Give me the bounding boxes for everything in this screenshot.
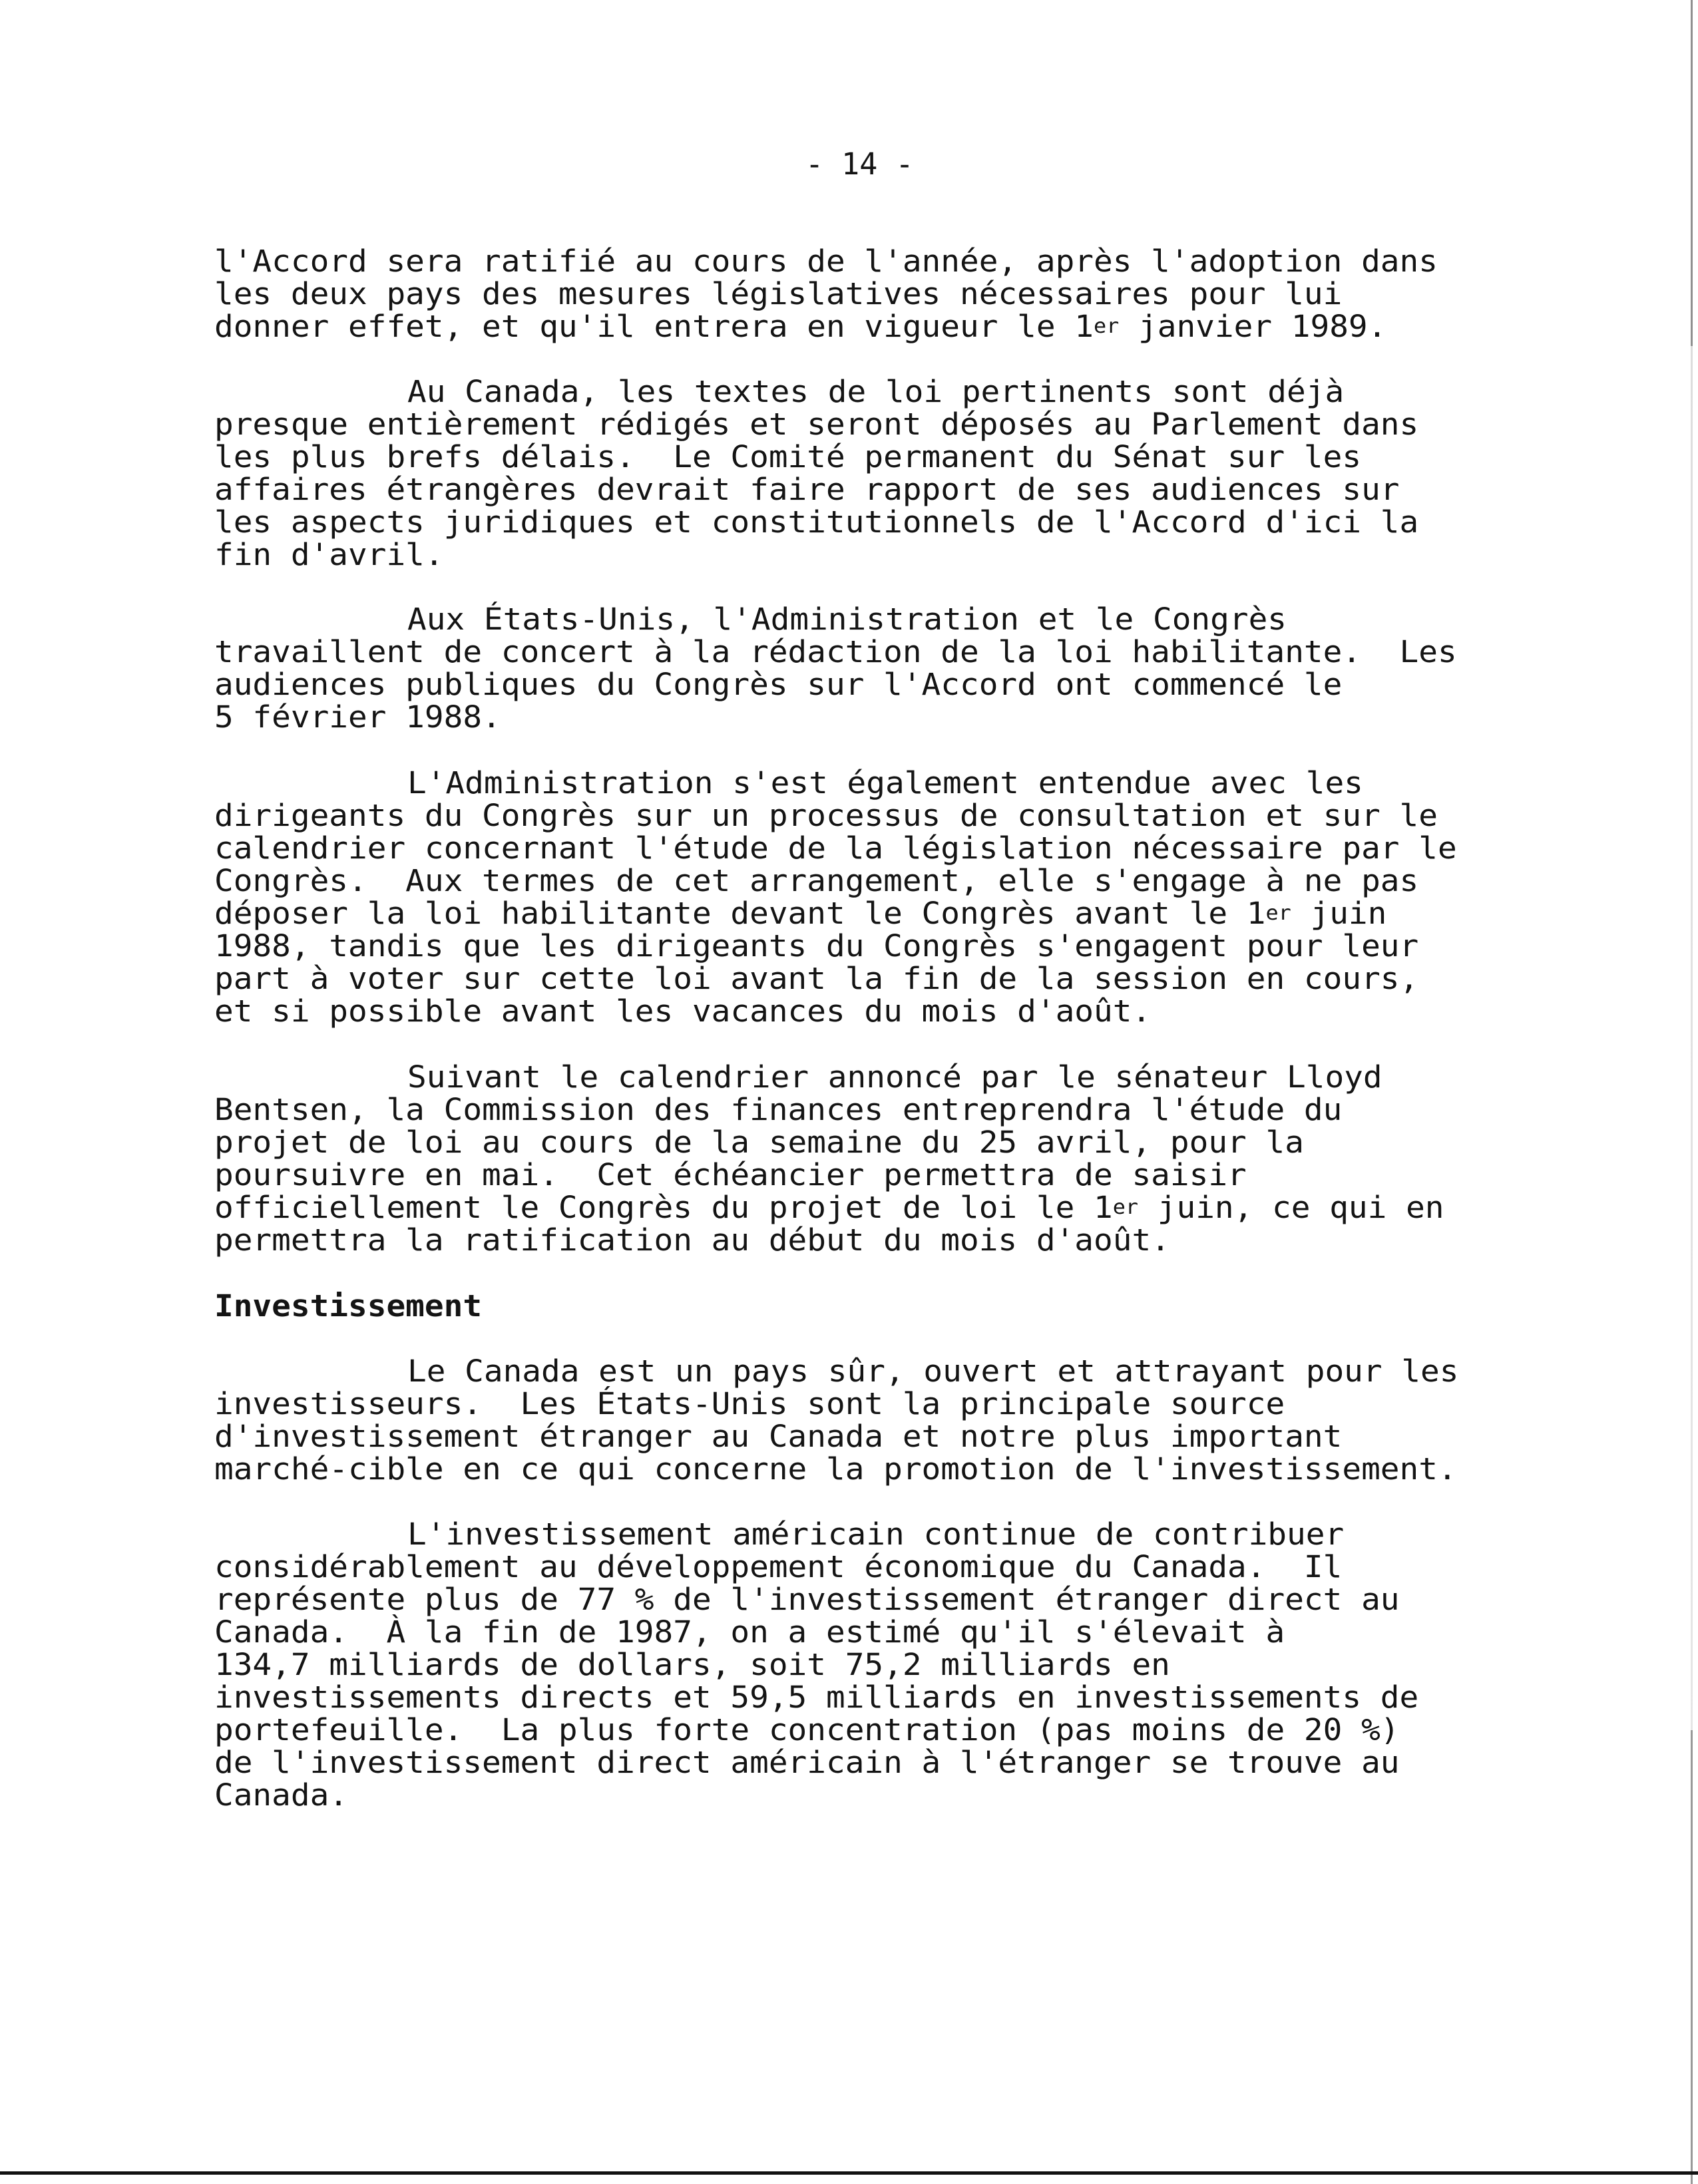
text-line: investisseurs. Les États-Unis sont la principale source xyxy=(214,1386,1285,1421)
text-line: Canada. xyxy=(214,1777,349,1813)
text-line: presque entièrement rédigés et seront déposés au Parlement dans xyxy=(214,407,1419,442)
text-line: L'Administration s'est également entendue avec les xyxy=(407,765,1363,801)
text-line: projet de loi au cours de la semaine du 25 avril, pour la xyxy=(214,1125,1304,1160)
text-line: Le Canada est un pays sûr, ouvert et attrayant pour les xyxy=(407,1354,1459,1389)
text-line xyxy=(214,897,1386,930)
text-line: poursuivre en mai. Cet échéancier permettra de saisir xyxy=(214,1157,1247,1192)
text-line xyxy=(214,1191,1444,1224)
section-heading: Investissement xyxy=(214,1288,483,1324)
text-fragment: déposer la loi habilitante devant le Congrès avant le 1 xyxy=(214,896,1266,931)
text-fragment: juin xyxy=(1291,896,1387,931)
text-line: l'Accord sera ratifié au cours de l'année, après l'adoption dans xyxy=(214,244,1438,279)
text-line: les aspects juridiques et constitutionnels de l'Accord d'ici la xyxy=(214,504,1419,540)
scan-edge-right xyxy=(1691,0,1693,2184)
text-line: et si possible avant les vacances du mois d'août. xyxy=(214,994,1152,1029)
text-line: permettra la ratification au début du mois d'août. xyxy=(214,1222,1170,1258)
text-line: les plus brefs délais. Le Comité permanent du Sénat sur les xyxy=(214,439,1362,474)
text-line: fin d'avril. xyxy=(214,537,444,572)
text-line: représente plus de 77 % de l'investissement étranger direct au xyxy=(214,1582,1400,1617)
text-line: portefeuille. La plus forte concentration (pas moins de 20 %) xyxy=(214,1712,1400,1747)
text-line: considérablement au développement économique du Canada. Il xyxy=(214,1549,1343,1584)
text-line: de l'investissement direct américain à l'étranger se trouve au xyxy=(214,1745,1400,1780)
text-line: Congrès. Aux termes de cet arrangement, elle s'engage à ne pas xyxy=(214,863,1419,898)
text-line: 134,7 milliards de dollars, soit 75,2 milliards en xyxy=(214,1647,1170,1682)
text-line: Bentsen, la Commission des finances entreprendra l'étude du xyxy=(214,1092,1343,1127)
text-fragment: officiellement le Congrès du projet de loi le 1 xyxy=(214,1190,1113,1225)
text-line: Suivant le calendrier annoncé par le sénateur Lloyd xyxy=(407,1059,1382,1095)
text-fragment: janvier 1989. xyxy=(1119,309,1387,344)
text-line: Canada. À la fin de 1987, on a estimé qu'il s'élevait à xyxy=(214,1614,1285,1650)
text-line: 5 février 1988. xyxy=(214,699,501,735)
text-line: audiences publiques du Congrès sur l'Accord ont commencé le xyxy=(214,667,1343,702)
text-line: L'investissement américain continue de contribuer xyxy=(407,1517,1345,1552)
superscript: er xyxy=(1265,902,1291,925)
text-line: 1988, tandis que les dirigeants du Congrès s'engagent pour leur xyxy=(214,928,1419,964)
superscript: er xyxy=(1112,1196,1139,1219)
text-line: travaillent de concert à la rédaction de la loi habilitante. Les xyxy=(214,634,1457,669)
text-line: calendrier concernant l'étude de la législation nécessaire par le xyxy=(214,830,1457,866)
text-line: part à voter sur cette loi avant la fin de la session en cours, xyxy=(214,961,1419,996)
text-line: Au Canada, les textes de loi pertinents sont déjà xyxy=(407,374,1345,409)
scan-edge-bottom xyxy=(0,2171,1698,2175)
text-line xyxy=(214,310,1386,343)
text-line: affaires étrangères devrait faire rapport de ses audiences sur xyxy=(214,472,1400,507)
text-line: les deux pays des mesures législatives nécessaires pour lui xyxy=(214,276,1343,311)
page-number: - 14 - xyxy=(805,146,914,182)
text-line: marché-cible en ce qui concerne la promotion de l'investissement. xyxy=(214,1451,1457,1487)
text-line: investissements directs et 59,5 milliards en investissements de xyxy=(214,1680,1419,1715)
text-line: d'investissement étranger au Canada et notre plus important xyxy=(214,1419,1343,1454)
text-line: dirigeants du Congrès sur un processus de consultation et sur le xyxy=(214,798,1438,833)
text-line: Aux États-Unis, l'Administration et le Congrès xyxy=(407,602,1287,637)
text-fragment: donner effet, et qu'il entrera en vigueur le 1 xyxy=(214,309,1094,344)
text-fragment: juin, ce qui en xyxy=(1138,1190,1444,1225)
superscript: er xyxy=(1094,315,1120,338)
